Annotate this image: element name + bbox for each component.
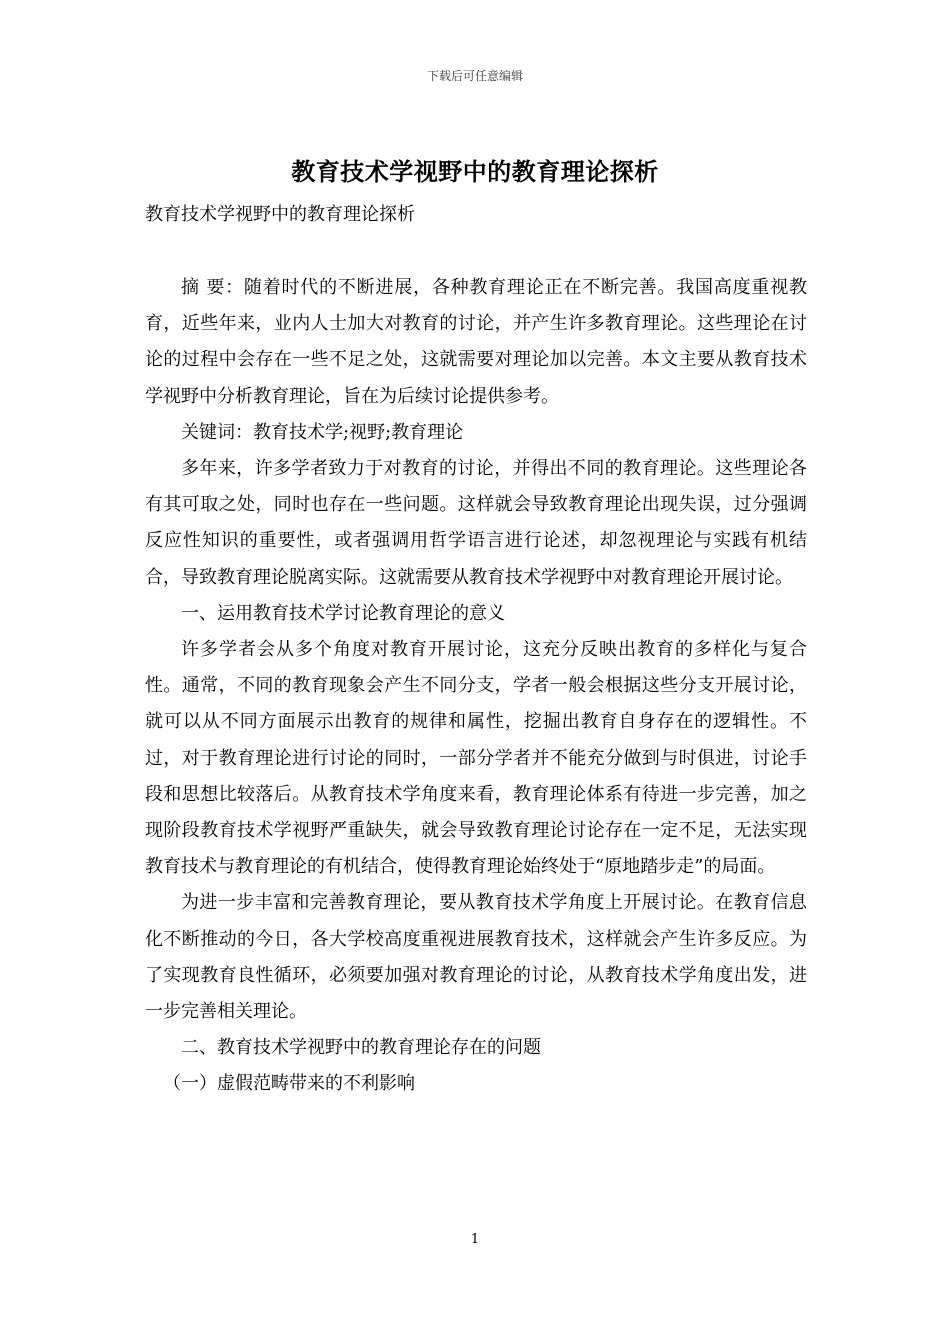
document-title: 教育技术学视野中的教育理论探析 [291, 157, 659, 186]
section1-paragraph-1: 许多学者会从多个角度对教育开展讨论，这充分反映出教育的多样化与复合性。通常，不同的教育现象会产生不同分支，学者一般会根据这些分支开展讨论，就可以从不同方面展示出教育的规律和属性，挖掘出教育自身存在的逻辑性。不过，对于教育理论进行讨论的同时，一部分学者并不能充分做到与时俱进，讨论手段和思想比较落后。从教育技术学角度来看，教育理论体系有待进一步完善，加之现阶段教育技术学视野严重缺失，就会导致教育理论讨论存在一定不足，无法实现教育技术与教育理论的有机结合，使得教育理论始终处于“原地踏步走”的局面。 [145, 639, 807, 878]
section1-heading: 一、运用教育技术学讨论教育理论的意义 [181, 602, 505, 624]
abstract-paragraph: 摘 要：随着时代的不断进展，各种教育理论正在不断完善。我国高度重视教育，近些年来，业内人士加大对教育的讨论，并产生许多教育理论。这些理论在讨论的过程中会存在一些不足之处，这就需要对理论加以完善。本文主要从教育技术学视野中分析教育理论，旨在为后续讨论提供参考。 [145, 277, 807, 407]
intro-paragraph: 多年来，许多学者致力于对教育的讨论，并得出不同的教育理论。这些理论各有其可取之处，同时也存在一些问题。这样就会导致教育理论出现失误，过分强调反应性知识的重要性，或者强调用哲学语言进行论述，却忽视理论与实践有机结合，导致教育理论脱离实际。这就需要从教育技术学视野中对教育理论开展讨论。 [145, 458, 807, 588]
page-number: 1 [470, 1232, 480, 1247]
document-body [145, 270, 807, 1103]
section1-paragraph-2: 为进一步丰富和完善教育理论，要从教育技术学角度上开展讨论。在教育信息化不断推动的今日，各大学校高度重视进展教育技术，这样就会产生许多反应。为了实现教育良性循环，必须要加强对教育理论的讨论，从教育技术学角度出发，进一步完善相关理论。 [145, 892, 807, 1023]
document-subtitle: 教育技术学视野中的教育理论探析 [145, 204, 415, 225]
header-note: 下载后可任意编辑 [426, 69, 523, 83]
keywords-line: 关键词：教育技术学;视野;教育理论 [181, 421, 464, 443]
section2-heading: 二、教育技术学视野中的教育理论存在的问题 [181, 1037, 541, 1059]
section2-subheading-1: （一）虚假范畴带来的不利影响 [163, 1073, 415, 1095]
